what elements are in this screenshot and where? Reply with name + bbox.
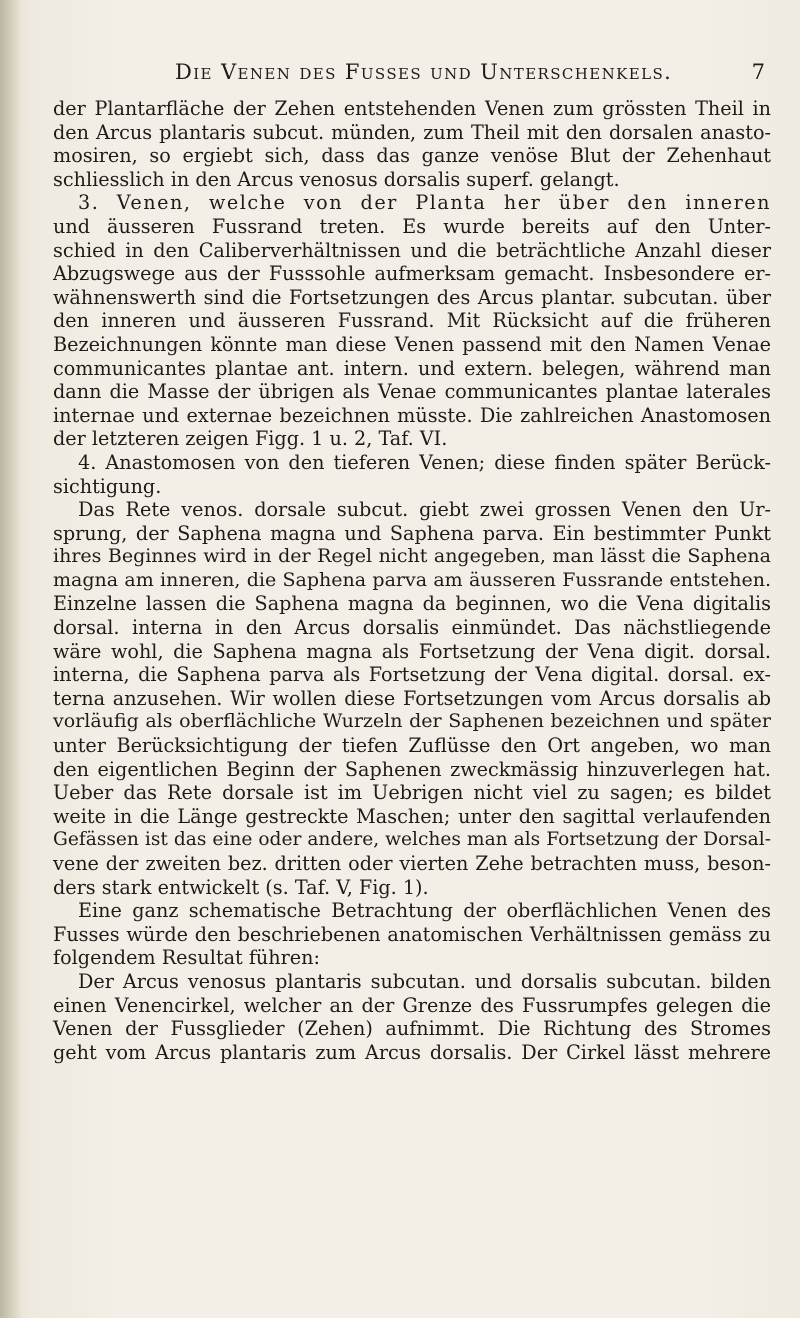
text-line: communicantes plantae ant. intern. und extern. belegen, während man [53,356,771,380]
text-line: Der Arcus venosus plantaris subcutan. und dorsalis subcutan. bilden [78,969,771,993]
page-number: 7 [751,60,765,84]
text-line: 4. Anastomosen von den tieferen Venen; diese finden später Berück- [78,450,771,474]
text-line: dann die Masse der übrigen als Venae communicantes plantae laterales [53,380,771,404]
text-line: den eigentlichen Beginn der Saphenen zweckmässig hinzuverlegen hat. [53,757,771,781]
text-line: wäre wohl, die Saphena magna als Fortsetzung der Vena digit. dorsal. [53,639,771,663]
running-header [175,60,765,90]
text-line: der letzteren zeigen Figg. 1 u. 2, Taf. VI. [53,427,448,451]
text-line: magna am inneren, die Saphena parva am äusseren Fussrande entstehen. [53,568,771,591]
text-line: der Plantarfläche der Zehen entstehenden Venen zum grössten Theil in [53,97,771,120]
running-title: Die Venen des Fusses und Unterschenkels. [175,60,673,84]
text-line: sichtigung. [53,474,162,498]
text-line: Gefässen ist das eine oder andere, welches man als Fortsetzung der Dorsal- [53,829,771,851]
text-line: dorsal. interna in den Arcus dorsalis einmündet. Das nächstliegende [53,616,771,640]
text-line: schliesslich in den Arcus venosus dorsalis superf. gelangt. [53,167,620,191]
text-line: Fusses würde den beschriebenen anatomischen Verhältnissen gemäss zu [53,922,771,946]
text-line: ihres Beginnes wird in der Regel nicht angegeben, man lässt die Saphena [53,545,771,568]
text-line: und äusseren Fussrand treten. Es wurde bereits auf den Unter- [53,214,771,238]
text-line: Das Rete venos. dorsale subcut. giebt zwei grossen Venen den Ur- [78,498,771,522]
text-line: folgendem Resultat führen: [53,946,320,970]
text-line: geht vom Arcus plantaris zum Arcus dorsalis. Der Cirkel lässt mehrere [53,1040,771,1064]
text-line: Ueber das Rete dorsale ist im Uebrigen nicht viel zu sagen; es bildet [53,781,771,805]
section-heading-line: 3. Venen, welche von der Planta her über den inneren [78,191,771,215]
text-line: Abzugswege aus der Fusssohle aufmerksam gemacht. Insbesondere er- [53,262,771,286]
text-line: den inneren und äusseren Fussrand. Mit Rücksicht auf die früheren [53,309,771,333]
text-line: internae und externae bezeichnen müsste. Die zahlreichen Anastomosen [53,403,771,427]
text-line: Eine ganz schematische Betrachtung der oberflächlichen Venen des [78,899,771,923]
text-line: Einzelne lassen die Saphena magna da beginnen, wo die Vena digitalis [53,592,771,616]
binding-shadow [0,0,22,1318]
text-line: schied in den Caliberverhältnissen und die beträchtliche Anzahl dieser [53,238,771,262]
text-line: vorläufig als oberflächliche Wurzeln der Saphenen bezeichnen und später [53,710,771,733]
text-line: Venen der Fussglieder (Zehen) aufnimmt. Die Richtung des Stromes [53,1017,771,1041]
text-line: einen Venencirkel, welcher an der Grenze des Fussrumpfes gelegen die [53,993,771,1017]
text-line: Bezeichnungen könnte man diese Venen passend mit den Namen Venae [53,332,771,356]
body-text [53,97,771,1064]
text-line: unter Berücksichtigung der tiefen Zuflüsse den Ort angeben, wo man [53,734,771,758]
text-line: weite in die Länge gestreckte Maschen; unter den sagittal verlaufenden [53,804,771,828]
text-line: vene der zweiten bez. dritten oder vierten Zehe betrachten muss, beson- [53,852,771,875]
text-line: wähnenswerth sind die Fortsetzungen des Arcus plantar. subcutan. über [53,285,771,309]
text-line: mosiren, so ergiebt sich, dass das ganze venöse Blut der Zehenhaut [53,144,771,168]
text-line: ders stark entwickelt (s. Taf. V, Fig. 1). [53,875,429,899]
text-line: den Arcus plantaris subcut. münden, zum Theil mit den dorsalen anasto- [53,120,771,144]
text-line: interna, die Saphena parva als Fortsetzung der Vena digital. dorsal. ex- [53,663,771,687]
text-line: sprung, der Saphena magna und Saphena parva. Ein bestimmter Punkt [53,521,771,545]
text-line: terna anzusehen. Wir wollen diese Fortsetzungen vom Arcus dorsalis ab [53,686,771,710]
